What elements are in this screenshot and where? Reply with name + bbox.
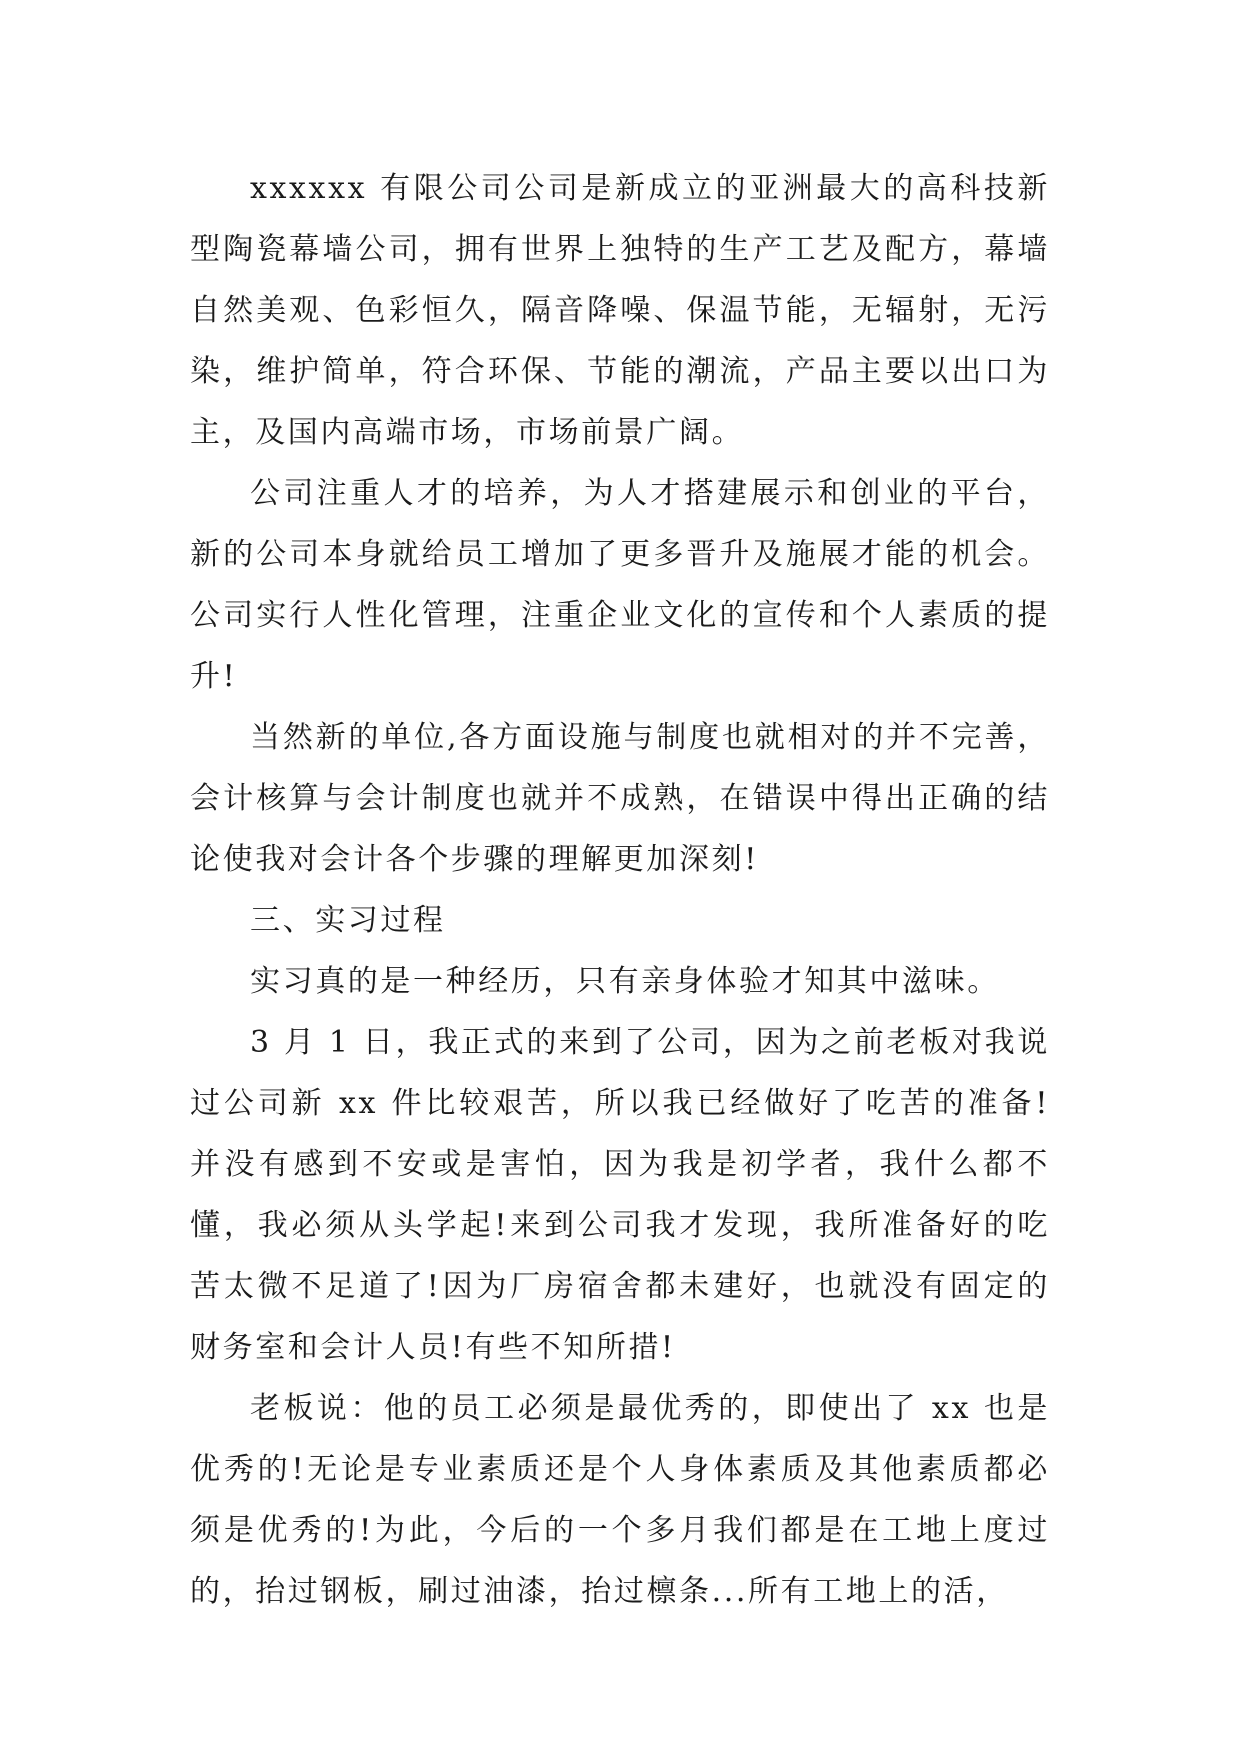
boss-said-paragraph: 老板说：他的员工必须是最优秀的，即使出了 xx 也是优秀的!无论是专业素质还是个人身体素质及其他素质都必须是优秀的!为此，今后的一个多月我们都是在工地上度过的，抬过钢板，刷过油漆，抬过檩条...所有工地上的活， xyxy=(190,1391,1050,1609)
section-heading-internship-process: 三、实习过程 xyxy=(250,903,446,938)
march-first-paragraph: 3 月 1 日，我正式的来到了公司，因为之前老板对我说过公司新 xx 件比较艰苦，所以我已经做好了吃苦的准备!并没有感到不安或是害怕，因为我是初学者，我什么都不懂，我必须从头学起!来到公司我才发现，我所准备好的吃苦太微不足道了!因为厂房宿舍都未建好，也就没有固定的财务室和会计人员!有些不知所措! xyxy=(190,1025,1050,1365)
internship-experience-paragraph: 实习真的是一种经历，只有亲身体验才知其中滋味。 xyxy=(250,964,1000,999)
document-body xyxy=(190,158,1050,1622)
talent-training-paragraph: 公司注重人才的培养，为人才搭建展示和创业的平台，新的公司本身就给员工增加了更多晋升及施展才能的机会。公司实行人性化管理，注重企业文化的宣传和个人素质的提升! xyxy=(190,476,1050,694)
new-unit-paragraph: 当然新的单位,各方面设施与制度也就相对的并不完善，会计核算与会计制度也就并不成熟，在错误中得出正确的结论使我对会计各个步骤的理解更加深刻! xyxy=(190,720,1050,877)
company-intro-paragraph: xxxxxx 有限公司公司是新成立的亚洲最大的高科技新型陶瓷幕墙公司，拥有世界上独特的生产工艺及配方，幕墙自然美观、色彩恒久，隔音降噪、保温节能，无辐射，无污染，维护简单，符合环保、节能的潮流，产品主要以出口为主，及国内高端市场，市场前景广阔。 xyxy=(190,171,1050,450)
